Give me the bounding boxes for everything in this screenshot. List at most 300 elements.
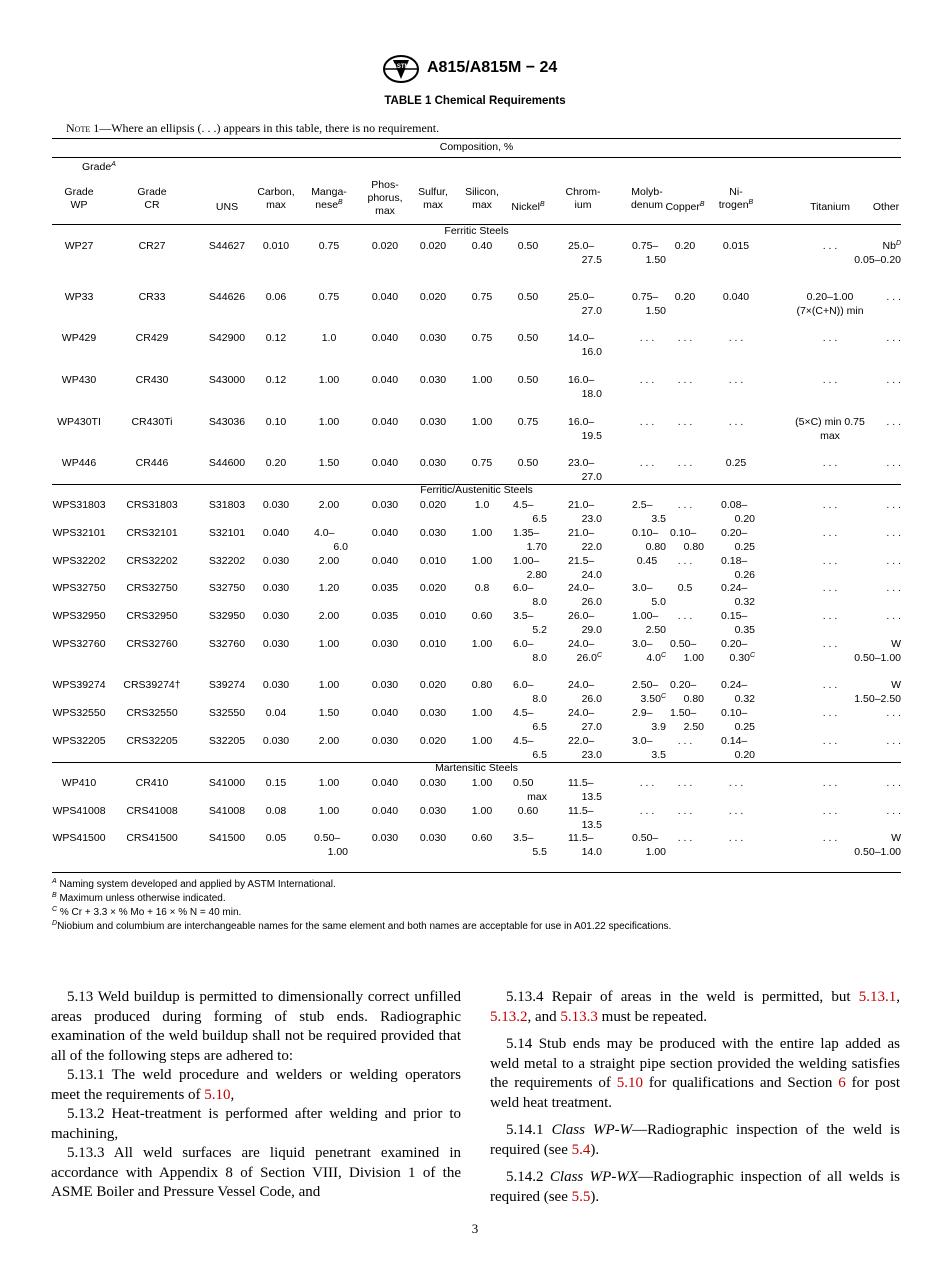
paragraph-text: , and (527, 1008, 561, 1025)
table-cell: 0.030 (371, 679, 399, 691)
table-cell: 0.030 (371, 499, 399, 511)
section-paragraph (490, 1121, 900, 1160)
column-header: Copper$^B$ (665, 201, 705, 213)
table-cell: 0.06 (265, 291, 287, 303)
section-number: 5.13.1 (67, 1067, 105, 1083)
table-cell: 0.015 (722, 240, 750, 252)
table-cell: WP430TI (57, 416, 101, 428)
table-cell: 0.10– 0.80 (670, 527, 704, 553)
table-cell: 0.40 (471, 240, 493, 252)
table-cell: CR33 (138, 291, 166, 303)
table-cell: 0.040 (371, 291, 399, 303)
table-cell: 0.040 (371, 416, 399, 428)
table-cell: WP410 (61, 777, 97, 789)
table-cell: 11.5– 13.5 (568, 777, 602, 803)
table-cell: CRS39274† (123, 679, 181, 691)
paragraph-text: ). (590, 1141, 600, 1158)
table-cell: WPS32760 (52, 638, 106, 650)
table-cell: S32101 (208, 527, 246, 539)
table-cell: 0.04 (265, 707, 287, 719)
table-cell: W 0.50–1.00 (854, 832, 901, 858)
table-cell: WP446 (61, 457, 97, 469)
paragraph-text: The weld procedure and welders or welding operators meet the requirements of (51, 1067, 461, 1103)
table-cell: 0.50 max (513, 777, 547, 803)
table-cell: 0.030 (262, 679, 290, 691)
table-cell: 0.25 (725, 457, 747, 469)
table-cell: 0.040 (722, 291, 750, 303)
table-cell: 21.0– 23.0 (568, 499, 602, 525)
cross-reference-link[interactable]: 5.10 (616, 1075, 644, 1091)
table-cell: . . . (728, 416, 744, 428)
table-cell: 1.00 (318, 374, 340, 386)
table-cell: 2.00 (318, 735, 340, 747)
table-cell: 21.0– 22.0 (568, 527, 602, 553)
table-cell: WPS39274 (52, 679, 106, 691)
table-cell: 0.50– 1.00 (314, 832, 348, 858)
table-cell: 0.50 (517, 374, 539, 386)
table-cell: S41000 (208, 777, 246, 789)
table-cell: 0.030 (419, 527, 447, 539)
table-cell: . . . (677, 735, 693, 747)
table-footnotes (52, 878, 671, 934)
table-cell: 2.50– $3.50^C$ (632, 679, 666, 705)
cross-reference-link[interactable]: 5.5 (571, 1188, 591, 1205)
table-cell: 0.030 (419, 832, 447, 844)
table-cell: S32202 (208, 555, 246, 567)
table-cell: 0.030 (262, 610, 290, 622)
table-cell: 0.020 (419, 240, 447, 252)
table-cell: CR410 (135, 777, 169, 789)
table-cell: . . . (822, 638, 838, 650)
cross-reference-link[interactable]: 6 (838, 1075, 846, 1091)
table-cell: 1.00 (471, 777, 493, 789)
table-cell: 11.5– 13.5 (568, 805, 602, 831)
table-cell: 0.010 (419, 638, 447, 650)
table-cell: 0.50– 1.00 (670, 638, 704, 664)
table-cell: 0.50 (517, 457, 539, 469)
table-cell: 0.08 (265, 805, 287, 817)
table-rule (52, 138, 901, 139)
table-cell: 1.50 (318, 707, 340, 719)
section-paragraph (490, 1168, 900, 1207)
column-header: Grade WP (64, 186, 94, 211)
table-cell: 0.020 (419, 582, 447, 594)
table-cell: 0.040 (371, 707, 399, 719)
table-cell: . . . (822, 707, 838, 719)
table-cell: 0.040 (371, 457, 399, 469)
table-cell: 0.030 (262, 735, 290, 747)
table-cell: WPS32205 (52, 735, 106, 747)
table-cell: . . . (822, 679, 838, 691)
composition-header: Composition, % (439, 141, 514, 153)
table-cell: 6.0– 8.0 (513, 582, 547, 608)
table-cell: 0.040 (371, 332, 399, 344)
table-cell: 16.0– 18.0 (568, 374, 602, 400)
paragraph-text: Repair of areas in the weld is permitted, but (543, 989, 859, 1005)
body-column-left (51, 988, 461, 1203)
paragraph-text: , (896, 989, 900, 1005)
table-cell: 0.20– 0.25 (721, 527, 755, 553)
table-cell: 0.20 (265, 457, 287, 469)
table-cell: 0.75– 1.50 (632, 240, 666, 266)
table-cell: CRS32750 (126, 582, 178, 594)
table-cell: 21.5– 24.0 (568, 555, 602, 581)
table-cell: 1.00 (471, 555, 493, 567)
table-cell: CRS41500 (126, 832, 178, 844)
table-cell: 0.030 (419, 374, 447, 386)
table-cell: 4.5– 6.5 (513, 735, 547, 761)
table-cell: CRS41008 (126, 805, 178, 817)
table-cell: 0.010 (262, 240, 290, 252)
paragraph-text: , (230, 1086, 235, 1103)
table-cell: 3.5– 5.2 (513, 610, 547, 636)
table-cell: 1.0 (474, 499, 490, 511)
table-cell: 0.020 (419, 679, 447, 691)
table-cell: 0.8 (474, 582, 490, 594)
table-cell: . . . (886, 707, 901, 719)
table-cell: 1.00 (471, 374, 493, 386)
table-cell: 0.15– 0.35 (721, 610, 755, 636)
table-cell: 24.0– $26.0^C$ (568, 638, 602, 664)
table-cell: . . . (728, 777, 744, 789)
table-cell: S41500 (208, 832, 246, 844)
table-cell: . . . (677, 457, 693, 469)
table-cell: CR429 (135, 332, 169, 344)
table-cell: S44626 (208, 291, 246, 303)
cross-reference-link[interactable]: 5.10 (204, 1086, 231, 1103)
table-cell: 0.12 (265, 332, 287, 344)
table-cell: . . . (677, 555, 693, 567)
grade-group-header: Grade$^A$ (82, 161, 116, 173)
table-cell: 1.00 (471, 638, 493, 650)
table-cell: . . . (886, 416, 901, 428)
table-cell: 0.035 (371, 610, 399, 622)
table-cell: . . . (822, 610, 838, 622)
table-cell: 0.75 (471, 291, 493, 303)
section-title: Ferritic/Austenitic Steels (420, 484, 533, 496)
table-cell: 1.00– 2.80 (513, 555, 547, 581)
paragraph-text: Stub ends may be produced with the entire lap added as weld metal to a straight pipe section provided the welding satisfies the requirements of (490, 1036, 900, 1091)
paragraph-text: All weld surfaces are liquid penetrant examined in accordance with Appendix 8 of Section VIII, Division 1 of the ASME Boiler and Pressure Vessel Code, and (51, 1145, 461, 1200)
table-cell: . . . (822, 332, 838, 344)
table-cell: 0.75 (471, 332, 493, 344)
table-cell: 0.030 (419, 332, 447, 344)
cross-reference-link[interactable]: 5.13.2 (490, 1008, 528, 1025)
table-cell: 26.0– 29.0 (568, 610, 602, 636)
table-cell: WPS41500 (52, 832, 106, 844)
table-cell: 0.12 (265, 374, 287, 386)
table-cell: 0.24– 0.32 (721, 679, 755, 705)
table-cell: S44600 (208, 457, 246, 469)
section-number: 5.13.3 (67, 1145, 105, 1161)
table-cell: . . . (822, 527, 838, 539)
column-header: Manga- nese$^B$ (311, 186, 347, 211)
table-cell: 1.00 (471, 527, 493, 539)
table-cell: . . . (886, 291, 901, 303)
table-cell: . . . (822, 374, 838, 386)
table-cell: . . . (822, 735, 838, 747)
table-cell: 1.00 (471, 805, 493, 817)
table-cell: 1.50– 2.50 (670, 707, 704, 733)
table-cell: . . . (886, 777, 901, 789)
table-cell: 0.020 (371, 240, 399, 252)
table-cell: S39274 (208, 679, 246, 691)
table-cell: 0.030 (419, 777, 447, 789)
table-cell: . . . (728, 805, 744, 817)
note-label: Note 1 (66, 121, 100, 135)
table-cell: W 1.50–2.50 (854, 679, 901, 705)
page-number: 3 (471, 1221, 479, 1236)
table-cell: 0.14– 0.20 (721, 735, 755, 761)
table-cell: 1.35– 1.70 (513, 527, 547, 553)
table-cell: . . . (822, 805, 838, 817)
table-cell: . . . (639, 457, 655, 469)
table-cell: 0.75 (318, 240, 340, 252)
table-cell: WPS32750 (52, 582, 106, 594)
table-cell: 6.0– 8.0 (513, 679, 547, 705)
table-cell: . . . (728, 374, 744, 386)
table-cell: 1.00– 2.50 (632, 610, 666, 636)
table-cell: 0.15 (265, 777, 287, 789)
column-header: UNS (215, 201, 239, 213)
section-number: 5.13.2 (67, 1106, 105, 1122)
section-number: 5.14 (506, 1036, 533, 1052)
table-cell: CR430 (135, 374, 169, 386)
table-cell: S44627 (208, 240, 246, 252)
table-cell: 0.030 (262, 555, 290, 567)
table-cell: CRS32202 (126, 555, 178, 567)
section-title: Martensitic Steels (435, 762, 518, 774)
table-cell: 1.00 (471, 707, 493, 719)
table-cell: 2.00 (318, 610, 340, 622)
table-cell: 24.0– 26.0 (568, 582, 602, 608)
table-cell: 0.030 (371, 638, 399, 650)
table-cell: 0.040 (371, 805, 399, 817)
table-cell: . . . (822, 582, 838, 594)
section-number: 5.14.1 (506, 1122, 544, 1138)
table-cell: 0.040 (262, 527, 290, 539)
table-cell: 25.0– 27.0 (568, 291, 602, 317)
table-cell: 6.0– 8.0 (513, 638, 547, 664)
table-cell: 0.030 (262, 638, 290, 650)
column-header: Titanium (810, 201, 850, 213)
column-header: Carbon, max (257, 186, 295, 211)
table-cell: WP33 (64, 291, 94, 303)
table-cell: 0.20–1.00 (7×(C+N)) min (796, 291, 864, 317)
table-cell: CR446 (135, 457, 169, 469)
table-cell: . . . (639, 777, 655, 789)
table-cell: 4.5– 6.5 (513, 707, 547, 733)
table-cell: CRS32205 (126, 735, 178, 747)
cross-reference-link[interactable]: 5.13.3 (560, 1008, 598, 1025)
column-header: Nickel$^B$ (511, 201, 545, 213)
table-cell: 0.75 (318, 291, 340, 303)
table-cell: 0.10 (265, 416, 287, 428)
table-cell: . . . (886, 374, 901, 386)
column-header: Phos- phorus, max (367, 179, 403, 217)
table-cell: 3.5– 5.5 (513, 832, 547, 858)
table-cell: 4.5– 6.5 (513, 499, 547, 525)
table-cell: CRS32550 (126, 707, 178, 719)
table-cell: 3.0– 3.5 (632, 735, 666, 761)
table-cell: 0.20 (674, 240, 696, 252)
table-cell: 0.10– 0.25 (721, 707, 755, 733)
table-cell: 11.5– 14.0 (568, 832, 602, 858)
table-cell: . . . (728, 332, 744, 344)
body-column-right (490, 988, 900, 1207)
table-cell: 0.75 (517, 416, 539, 428)
table-title: TABLE 1 Chemical Requirements (384, 95, 566, 107)
table-cell: 0.60 (471, 832, 493, 844)
table-cell: 1.20 (318, 582, 340, 594)
table-cell: 0.45 (636, 555, 658, 567)
table-cell: WP27 (64, 240, 94, 252)
note-text: —Where an ellipsis (. . .) appears in this table, there is no requirement. (99, 121, 440, 135)
table-cell: . . . (886, 457, 901, 469)
table-cell: 2.00 (318, 499, 340, 511)
table-cell: S42900 (208, 332, 246, 344)
table-cell: . . . (639, 374, 655, 386)
table-cell: S32760 (208, 638, 246, 650)
section-paragraph (51, 1066, 461, 1105)
table-cell: 0.040 (371, 777, 399, 789)
table-cell: 0.08– 0.20 (721, 499, 755, 525)
table-cell: 3.0– $4.0^C$ (632, 638, 666, 664)
table-cell: CR430Ti (131, 416, 173, 428)
column-header: Other (872, 201, 900, 213)
table-cell: WPS31803 (52, 499, 106, 511)
table-cell: . . . (677, 805, 693, 817)
table-cell: 0.20– $0.30^C$ (721, 638, 755, 664)
table-cell: 0.020 (419, 735, 447, 747)
table-rule (52, 157, 901, 158)
table-cell: . . . (639, 805, 655, 817)
table-cell: 24.0– 27.0 (568, 707, 602, 733)
table-cell: 0.24– 0.32 (721, 582, 755, 608)
table-cell: 1.00 (471, 735, 493, 747)
table-cell: 0.010 (419, 555, 447, 567)
table-cell: WP429 (61, 332, 97, 344)
table-cell: CRS32760 (126, 638, 178, 650)
table-cell: 0.030 (262, 582, 290, 594)
table-cell: 1.0 (321, 332, 337, 344)
table-cell: . . . (822, 457, 838, 469)
table-cell: 0.020 (419, 499, 447, 511)
footnote: $^C$ % Cr + 3.3 × % Mo + 16 × % N = 40 min. (52, 906, 242, 918)
table-cell: CR27 (138, 240, 166, 252)
table-cell: 2.9– 3.9 (632, 707, 666, 733)
table-cell: 0.18– 0.26 (721, 555, 755, 581)
paragraph-text: must be repeated. (597, 1008, 708, 1025)
table-cell: S32550 (208, 707, 246, 719)
section-title: Ferritic Steels (444, 225, 509, 237)
table-cell: . . . (822, 777, 838, 789)
table-cell: S43036 (208, 416, 246, 428)
cross-reference-link[interactable]: 5.4 (571, 1141, 591, 1158)
table-cell: 0.040 (371, 555, 399, 567)
table-cell: 0.50 (517, 240, 539, 252)
table-cell: . . . (822, 555, 838, 567)
table-cell: 0.05 (265, 832, 287, 844)
table-cell: 0.030 (419, 707, 447, 719)
table-cell: . . . (677, 416, 693, 428)
table-cell: . . . (639, 416, 655, 428)
table-cell: WPS32101 (52, 527, 106, 539)
table-cell: 0.030 (262, 499, 290, 511)
paragraph-text: for post weld heat treatment. (490, 1075, 900, 1111)
table-cell: . . . (886, 582, 901, 594)
table-cell: WPS32202 (52, 555, 106, 567)
table-cell: 0.20 (674, 291, 696, 303)
table-cell: . . . (677, 332, 693, 344)
table-cell: . . . (728, 832, 744, 844)
section-paragraph (51, 1144, 461, 1203)
paragraph-text: ). (590, 1188, 600, 1205)
table-cell: . . . (886, 805, 901, 817)
table-cell: 24.0– 26.0 (568, 679, 602, 705)
footnote: $^D$Niobium and columbium are interchangeable names for the same element and both names are acceptable for use in A01.22 specifications. (52, 920, 672, 932)
table-cell: WPS32950 (52, 610, 106, 622)
paragraph-text: Weld buildup is permitted to dimensionally correct unfilled areas produced during forming of stub ends. Radiographic examination of the weld buildup shall not be required provided that all of the following steps are adhered to: (51, 989, 461, 1064)
table-cell: 0.5 (677, 582, 693, 594)
table-cell: 0.50 (517, 291, 539, 303)
section-paragraph (490, 1035, 900, 1113)
table-cell: 0.80 (471, 679, 493, 691)
table-cell: . . . (886, 555, 901, 567)
table-cell: 0.010 (419, 610, 447, 622)
table-cell: 1.00 (318, 777, 340, 789)
table-cell: 2.00 (318, 555, 340, 567)
table-cell: 0.10– 0.80 (632, 527, 666, 553)
column-header: Silicon, max (465, 186, 499, 211)
class-label: Class WP-W (543, 1122, 633, 1138)
table-cell: S41008 (208, 805, 246, 817)
column-header: Sulfur, max (418, 186, 448, 211)
table-cell: 25.0– 27.5 (568, 240, 602, 266)
table-cell: 1.00 (471, 416, 493, 428)
table-cell: 0.20– 0.80 (670, 679, 704, 705)
table-cell: CRS31803 (126, 499, 178, 511)
table-cell: CRS32101 (126, 527, 178, 539)
footnote: $^B$ Maximum unless otherwise indicated. (52, 892, 226, 904)
table-cell: 4.0– 6.0 (314, 527, 348, 553)
table-cell: . . . (677, 610, 693, 622)
table-cell: S43000 (208, 374, 246, 386)
table-cell: S32950 (208, 610, 246, 622)
table-cell: . . . (822, 240, 838, 252)
table-cell: . . . (886, 499, 901, 511)
table-cell: . . . (677, 374, 693, 386)
table-cell: 0.75– 1.50 (632, 291, 666, 317)
table-cell: 0.030 (419, 805, 447, 817)
cross-reference-link[interactable]: 5.13.1 (858, 989, 897, 1005)
table-cell: $Nb^D$ 0.05–0.20 (854, 240, 901, 266)
table-cell: . . . (886, 610, 901, 622)
table-cell: 1.00 (318, 679, 340, 691)
column-header: Molyb- denum (630, 186, 664, 211)
section-number: 5.13 (67, 989, 94, 1005)
table-cell: 16.0– 19.5 (568, 416, 602, 442)
table-cell: S32750 (208, 582, 246, 594)
table-cell: 0.030 (419, 457, 447, 469)
table-cell: 0.035 (371, 582, 399, 594)
table-cell: WPS32550 (52, 707, 106, 719)
table-cell: WPS41008 (52, 805, 106, 817)
footnote: $^A$ Naming system developed and applied by ASTM International. (52, 878, 336, 890)
table-cell: 0.040 (371, 527, 399, 539)
table-cell: . . . (639, 332, 655, 344)
section-number: 5.13.4 (506, 989, 544, 1005)
